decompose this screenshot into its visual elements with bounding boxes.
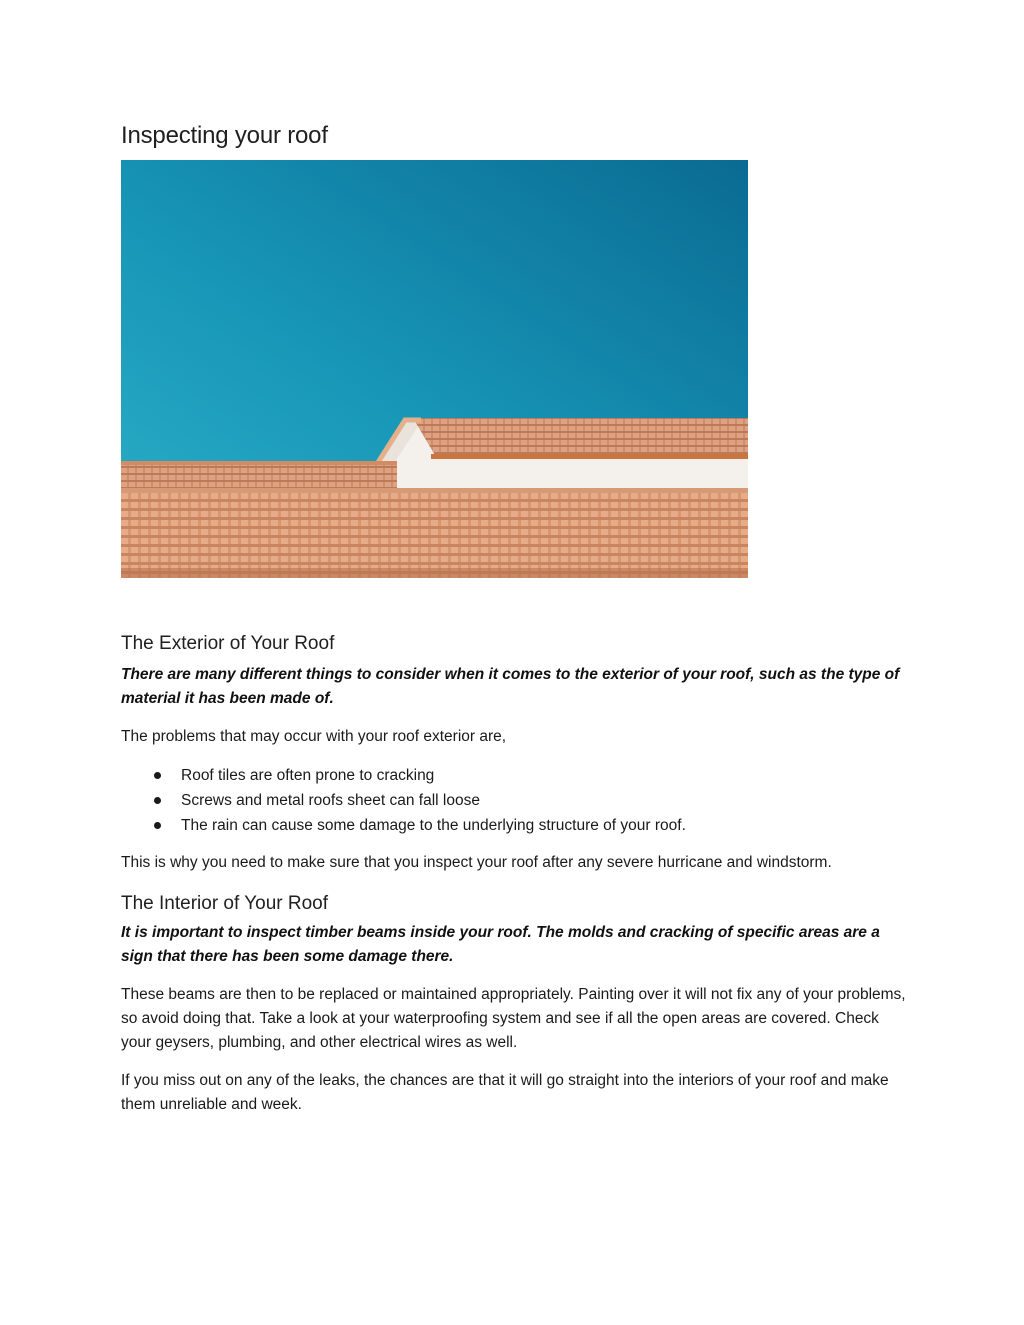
bullet-icon [154,772,161,779]
bullet-icon [154,797,161,804]
list-item-text: The rain can cause some damage to the underlying structure of your roof. [181,817,686,834]
list-item [121,813,906,838]
page-title: Inspecting your roof [121,122,328,149]
exterior-lead: There are many different things to consider when it comes to the exterior of your roof, such as the type of material it has been made of. [121,666,900,707]
list-item-text: Screws and metal roofs sheet can fall loose [181,792,480,809]
list-item [121,763,906,788]
interior-paragraph-1: These beams are then to be replaced or maintained appropriately. Painting over it will not fix any of your problems, so avoid doing that. Take a look at your waterproofing system and see if all the open areas are covered. Check your geysers, plumbing, and other electrical wires as well. [121,986,906,1051]
interior-lead: It is important to inspect timber beams inside your roof. The molds and cracking of specific areas are a sign that there has been some damage there. [121,924,880,965]
exterior-intro: The problems that may occur with your roof exterior are, [121,728,507,745]
bullet-icon [154,822,161,829]
roof-photo-image [121,160,748,578]
exterior-problem-list [121,763,906,838]
list-item-text: Roof tiles are often prone to cracking [181,767,435,784]
exterior-closing: This is why you need to make sure that you inspect your roof after any severe hurricane and windstorm. [121,854,832,871]
interior-paragraph-2: If you miss out on any of the leaks, the chances are that it will go straight into the interiors of your roof and make them unreliable and week. [121,1072,889,1113]
list-item [121,788,906,813]
exterior-heading: The Exterior of Your Roof [121,633,335,654]
interior-heading: The Interior of Your Roof [121,893,329,914]
